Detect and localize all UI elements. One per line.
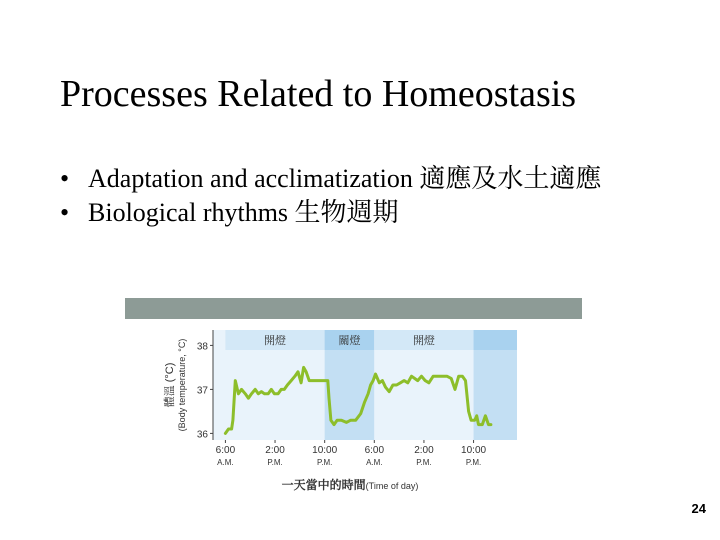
bullet-text: Adaptation and acclimatization 適應及水土適應 (88, 164, 602, 193)
x-tick-sublabel: A.M. (366, 458, 383, 467)
x-tick-label: 2:00 (265, 445, 285, 456)
x-tick-label: 10:00 (312, 445, 338, 456)
bullet-item (60, 162, 668, 196)
y-tick-label: 37 (196, 385, 208, 397)
x-tick-sublabel: A.M. (217, 458, 234, 467)
x-axis-label-zh: 一天當中的時間 (281, 478, 366, 492)
bullet-dot-icon: • (60, 198, 70, 227)
y-axis-sublabel: (Body temperature, °C) (177, 338, 187, 432)
x-tick-sublabel: P.M. (316, 458, 333, 467)
slide-title: Processes Related to Homeostasis (60, 73, 577, 115)
light-period-header (474, 330, 517, 350)
light-period-label: 開燈 (264, 334, 287, 347)
chart-header-bar (125, 298, 582, 319)
x-tick-label: 6:00 (215, 445, 236, 456)
light-period-label: 開燈 (412, 334, 435, 347)
x-axis-label (282, 477, 419, 492)
x-tick-sublabel: P.M. (267, 458, 283, 467)
page-number: 24 (691, 501, 706, 516)
body-temperature-chart (160, 322, 520, 502)
x-axis-label-en: (Time of day) (365, 481, 419, 491)
y-axis-label: 體溫 (°C) (164, 362, 176, 408)
bullet-item (60, 196, 668, 230)
bullet-text: Biological rhythms 生物週期 (88, 198, 399, 227)
x-tick-label: 6:00 (364, 445, 385, 456)
x-tick-sublabel: P.M. (465, 458, 482, 467)
x-tick-label: 2:00 (414, 445, 434, 456)
bullet-list (60, 162, 668, 230)
x-tick-sublabel: P.M. (416, 458, 432, 467)
bullet-dot-icon: • (60, 164, 70, 193)
x-tick-label: 10:00 (461, 445, 487, 456)
y-tick-label: 36 (196, 429, 208, 441)
y-tick-label: 38 (196, 341, 208, 353)
light-period-label: 關燈 (338, 334, 361, 347)
